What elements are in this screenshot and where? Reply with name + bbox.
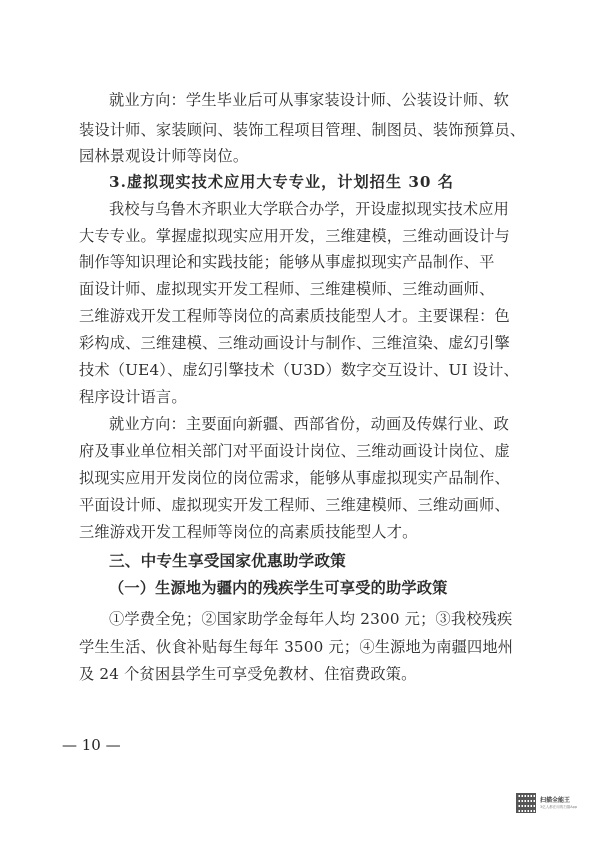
qr-code-icon [516, 793, 536, 813]
section-heading: 3.虚拟现实技术应用大专专业，计划招生 30 名 [109, 173, 454, 191]
paragraph-line: 平面设计师、虚拟现实开发工程师、三维建模师、三维动画师、 [79, 496, 510, 514]
paragraph-line: 拟现实应用开发岗位的岗位需求，能够从事虚拟现实产品制作、 [79, 469, 510, 487]
paragraph-line: 技术（UE4）、虚幻引擎技术（U3D）数字交互设计、UI 设计、 [79, 361, 519, 379]
paragraph-line: 及 24 个贫困县学生可享受免教材、住宿费政策。 [79, 665, 417, 683]
watermark-tagline: 3亿人都在用的扫描App [540, 804, 578, 809]
paragraph-line: 园林景观设计师等岗位。 [79, 147, 249, 165]
subsection-title: （一）生源地为疆内的残疾学生可享受的助学政策 [109, 579, 448, 597]
watermark-text [540, 797, 577, 810]
section-title: 三、中专生享受国家优惠助学政策 [109, 551, 346, 570]
paragraph-line: 彩构成、三维建模、三维动画设计与制作、三维渲染、虚幻引擎 [79, 334, 510, 352]
paragraph-line: 就业方向：学生毕业后可从事家装设计师、公装设计师、软 [109, 91, 510, 109]
paragraph-line: 我校与乌鲁木齐职业大学联合办学，开设虚拟现实技术应用 [109, 200, 510, 218]
watermark-brand: 扫描全能王 [540, 796, 571, 804]
page-number: — 10 — [62, 736, 121, 754]
scanner-watermark [516, 790, 580, 816]
paragraph-line: ①学费全免；②国家助学金每年人均 2300 元；③我校残疾 [109, 610, 513, 628]
paragraph-line: 面设计师、虚拟现实开发工程师、三维建模师、三维动画师、 [79, 280, 495, 298]
paragraph-line: 程序设计语言。 [79, 388, 187, 406]
paragraph-line: 学生生活、伙食补贴每生每年 3500 元；④生源地为南疆四地州 [79, 638, 514, 656]
paragraph-line: 装设计师、家装顾问、装饰工程项目管理、制图员、装饰预算员、 [79, 121, 526, 139]
paragraph-line: 大专专业。掌握虚拟现实应用开发，三维建模，三维动画设计与 [79, 227, 510, 245]
paragraph-line: 府及事业单位相关部门对平面设计岗位、三维动画设计岗位、虚 [79, 442, 510, 460]
paragraph-line: 三维游戏开发工程师等岗位的高素质技能型人才。 [79, 523, 418, 541]
paragraph-line: 就业方向：主要面向新疆、西部省份，动画及传媒行业、政 [109, 415, 510, 433]
paragraph-line: 制作等知识理论和实践技能；能够从事虚拟现实产品制作、平 [79, 253, 495, 271]
paragraph-line: 三维游戏开发工程师等岗位的高素质技能型人才。主要课程：色 [79, 307, 510, 325]
